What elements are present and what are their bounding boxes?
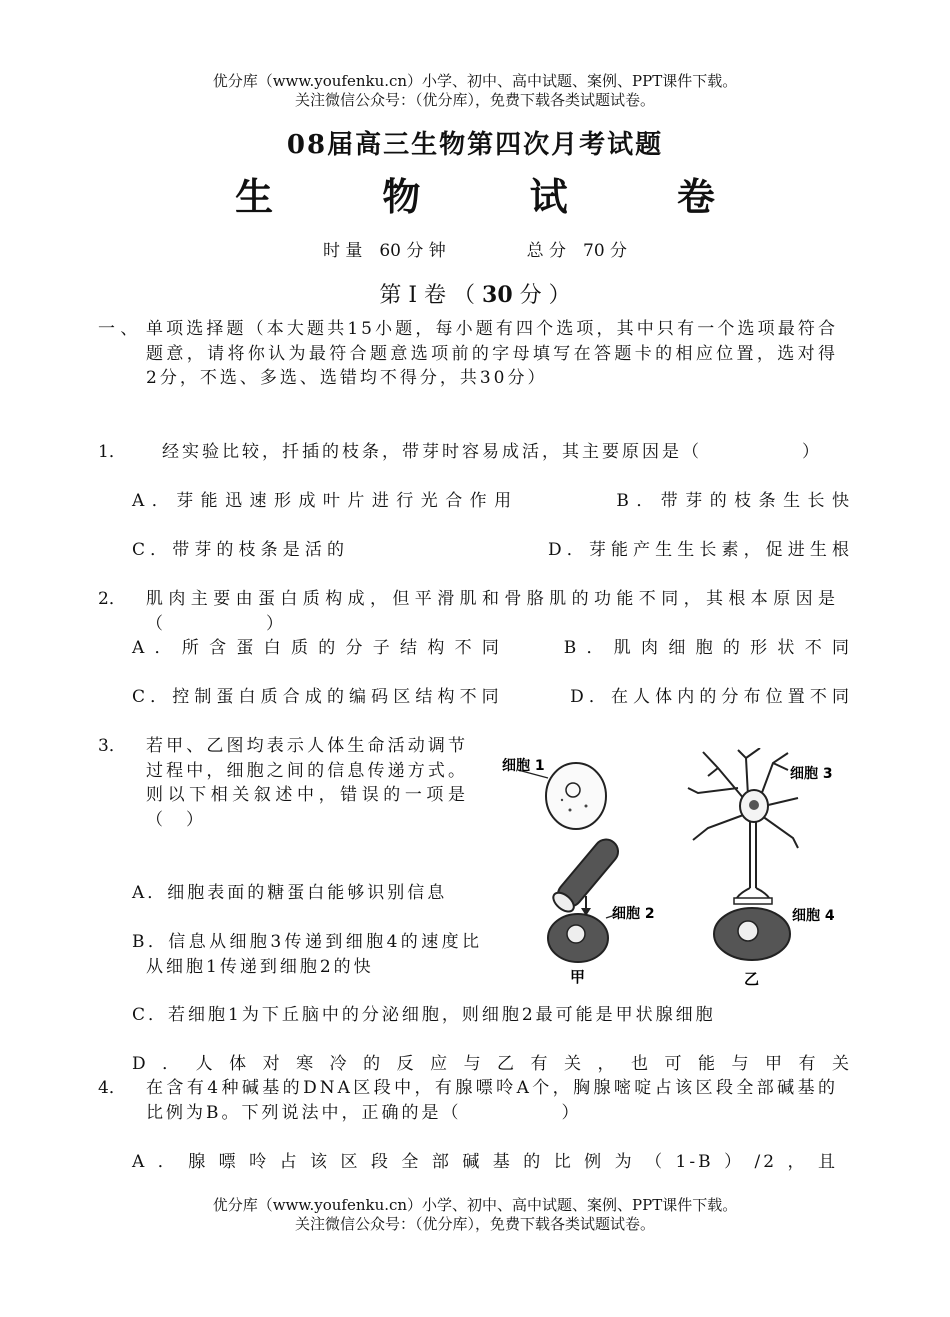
exam-meta (0, 236, 950, 261)
q3-number: 3． (98, 736, 126, 756)
q4-number: 4． (98, 1078, 126, 1098)
q3-option-d: D．人体对寒冷的反应与乙有关，也可能与甲有关 (132, 1054, 852, 1074)
q2-option-cd-text: C．控制蛋白质合成的编码区结构不同 D．在人体内的分布位置不同 (132, 687, 852, 707)
q4-option-a: A．腺嘌呤占该区段全部碱基的比例为（1-B）/2，且 (132, 1152, 838, 1172)
header-line-1: 优分库（www.youfenku.cn）小学、初中、高中试题、案例、PPT课件下载。 (212, 72, 738, 90)
q1-stem: 经实验比较，扦插的枝条，带芽时容易成活，其主要原因是（ ） (162, 442, 822, 462)
q2-stem: 肌肉主要由蛋白质构成，但平滑肌和骨胳肌的功能不同，其根本原因是（ ） (146, 589, 838, 634)
q4-stem: 在含有4种碱基的DNA区段中，有腺嘌呤A个，胸腺嘧啶占该区段全部碱基的比例为B。下列说法中，正确的是（ ） (146, 1078, 838, 1123)
q3-stem: 若甲、乙图均表示人体生命活动调节过程中，细胞之间的信息传递方式。则以下相关叙述中，错误的一项是（ ） (146, 736, 468, 830)
section-prefix: 第 Ⅰ 卷 （ (379, 283, 476, 308)
cell4-label: 细胞 4 (792, 908, 835, 924)
q1-option-cd-text: C．带芽的枝条是活的 D．芽能产生生长素，促进生根 (132, 540, 852, 560)
instruction-number: 一 、 (98, 319, 138, 339)
cell2-label: 细胞 2 (612, 906, 655, 922)
cell-signaling-figure (498, 748, 844, 990)
diagram-jia (502, 757, 655, 986)
q2-number: 2． (98, 589, 126, 609)
q2-option-ab (132, 636, 852, 661)
q3-option-c: C．若细胞1为下丘脑中的分泌细胞，则细胞2最可能是甲状腺细胞 (132, 1005, 716, 1025)
jia-label: 甲 (570, 968, 586, 986)
diagram-yi (688, 748, 835, 988)
q1-option-ab (132, 489, 852, 514)
exam-time: 时 量 60 分 钟 (322, 241, 446, 261)
q3-option-b: B．信息从细胞3传递到细胞4的速度比从细胞1传递到细胞2的快 (132, 932, 482, 977)
q1-option-ab-text: A．芽能迅速形成叶片进行光合作用 B．带芽的枝条生长快 (132, 491, 852, 511)
header-line-2: 关注微信公众号：（优分库），免费下载各类试题试卷。 (294, 91, 655, 109)
q3-option-a: A．细胞表面的糖蛋白能够识别信息 (132, 883, 448, 903)
footer-line-1: 优分库（www.youfenku.cn）小学、初中、高中试题、案例、PPT课件下载。 (212, 1196, 738, 1214)
page-subtitle: 生 物 试 卷 (235, 174, 763, 219)
cell3-label: 细胞 3 (790, 766, 833, 782)
section-suffix: 分 ） (519, 283, 571, 308)
footer-line-2: 关注微信公众号：（优分库），免费下载各类试题试卷。 (294, 1215, 655, 1233)
cell1-label: 细胞 1 (502, 758, 545, 774)
q1-option-cd (132, 538, 852, 563)
page-title: 08届高三生物第四次月考试题 (286, 130, 664, 160)
exam-score: 总 分 70 分 (526, 241, 628, 261)
section-points: 30 (482, 282, 513, 308)
instruction-text: 单项选择题（本大题共15小题，每小题有四个选项，其中只有一个选项最符合题意，请将你认为最符合题意选项前的字母填写在答题卡的相应位置，选对得2分，不选、多选、选错均不得分，共30分） (146, 319, 838, 388)
yi-label: 乙 (744, 970, 760, 988)
section-heading (0, 278, 950, 309)
q2-option-ab-text: A．所含蛋白质的分子结构不同 B．肌肉细胞的形状不同 (132, 638, 852, 658)
q2-option-cd (132, 685, 852, 710)
q1-number: 1． (98, 442, 126, 462)
